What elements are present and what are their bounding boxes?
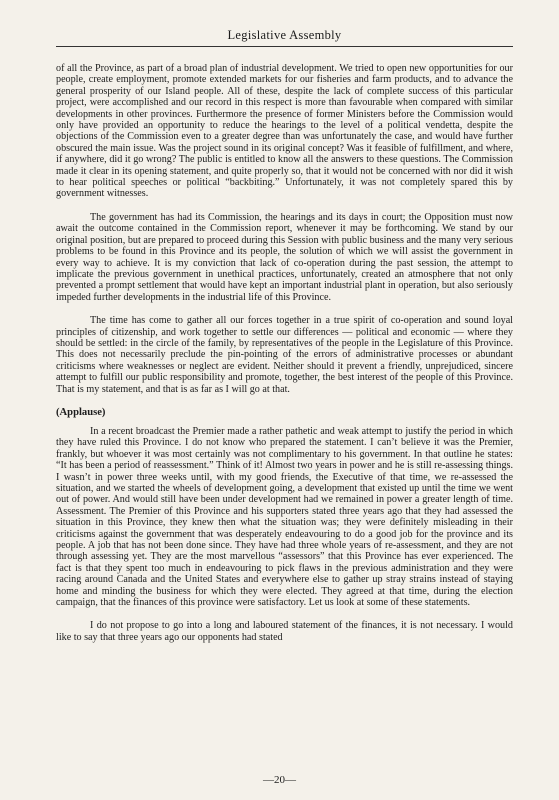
paragraph-cooperation: The time has come to gather all our forces together in a true spirit of co-operation and sound loyal principles of citizenship, and work together to settle our differences — political and economic — where they should be settled: in the circle of the family, by representatives of the people in the Legislature of this Province. This does not necessarily preclude the pin-pointing of the errors of administrative processes or abundant criticisms where weaknesses or neglect are evident. Neither should it prevent a friendly, unprejudiced, sincere attempt to fulfill our public responsibility and promote, together, the best interest of the people of this Province. That is my statement, and that is as far as I will go at that.: [56, 315, 513, 395]
paragraph-broadcast: In a recent broadcast the Premier made a rather pathetic and weak attempt to justify the period in which they have ruled this Province. I do not know who prepared the statement. I can’t believe it was the Premier, frankly, but whoever it was most certainly was not complimentary to his government. In that outline he states: “It has been a period of reassessment.” Think of it! Almost two years in power and he is still re-assessing things. I wasn’t in power three weeks until, with my good friends, the Executive of that time, we re-assessed the situation, and we started the wheels of development going, a development that existed up until the time we went out of power. And would still have been under development had we remained in power a greater length of time. Assessment. The Premier of this Province and his supporters stated three years ago that they had assessed the situation in this Province, they knew then what the situation was; they were definitely misleading in their criticisms against the government that was desperately endeavouring to do a good job for the province and its people. A job that has not been done since. They have had three whole years of re-assessment, and they are not through assessing yet. They are the most marvellous “assessors” that this Province has ever experienced. The fact is that they spent too much in endeavouring to pick flaws in the previous administration and they were racing around Canada and the United States and everywhere else to gather up stray strains instead of staying home and minding the business for which they were elected. They agreed at that time, during the election campaign, that the finances of this province were satisfactory. Let us look at some of these statements.: [56, 425, 513, 609]
page-number: —20—: [263, 774, 296, 786]
paragraph-commission: The government has had its Commission, the hearings and its days in court; the Opposition must now await the outcome contained in the Commission report, whenever it may be forthcoming. We stand by our original position, but are prepared to proceed during this Session with public business and the many very serious problems to be found in this Province and its people, the solution of which we will assist the government in every way to achieve. It is my conviction that lack of co-operation during the past session, the attempt to implicate the previous government in unethical practices, unfortunately, created an atmosphere that not only prevented a prompt settlement that would have kept an important industrial plant in operation, but also seriously impeded further developments in the industrial life of this Province.: [56, 211, 513, 303]
page-header: [56, 28, 513, 47]
running-header-title: Legislative Assembly: [227, 28, 342, 42]
header-rule: [56, 46, 513, 47]
applause-note: (Applause): [56, 406, 106, 418]
paragraph-finances: I do not propose to go into a long and laboured statement of the finances, it is not necessary. I would like to say that three years ago our opponents had stated: [56, 620, 513, 643]
paragraph-continued: of all the Province, as part of a broad plan of industrial development. We tried to open new opportunities for our people, create employment, promote extended markets for our fisheries and farm products, and to advance the general prosperity of our Island people. All of these, despite the lack of complete success of this particular project, were accomplished and our record in this respect is more than favourable when compared with similar developments in other provinces. Furthermore the presence of former Ministers before the Commission would only have provided an opportunity to reduce the hearings to the level of a political vendetta, despite the objections of the Commission even to a greater degree than was unfortunately the case, and would have further obscured the main issue. Was the project sound in its original concept? Was it feasible of fulfillment, and where, if anywhere, did it go wrong? The public is entitled to know all the answers to these questions. The Commission made it clear in its opening statement, and quite properly so, that it would not be concerned with nor did it wish to hear political speeches or political “backbiting.” Unfortunately, it was not completely spared this by government witnesses.: [56, 63, 513, 200]
